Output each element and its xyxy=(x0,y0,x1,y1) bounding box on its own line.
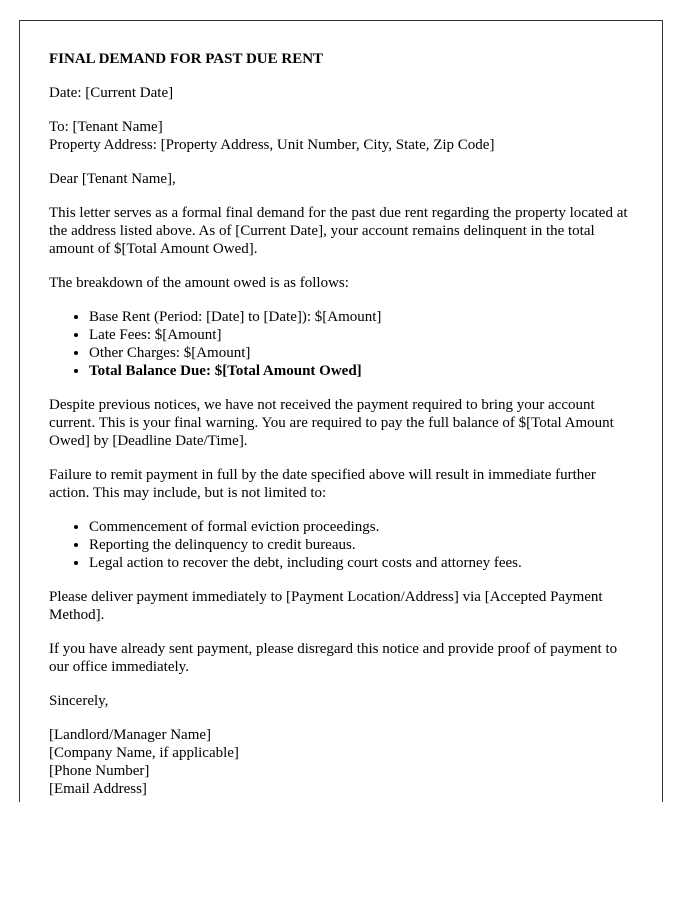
list-item: • Commencement of formal eviction proceedings. xyxy=(89,518,633,536)
list-item: • Reporting the delinquency to credit bureaus. xyxy=(89,536,633,554)
signature-email: [Email Address] xyxy=(49,781,147,797)
breakdown-intro: The breakdown of the amount owed is as follows: xyxy=(49,275,349,291)
closing: Sincerely, xyxy=(49,693,109,709)
signature-block xyxy=(49,726,633,798)
salutation: Dear [Tenant Name], xyxy=(49,171,176,187)
list-item: • Legal action to recover the debt, including court costs and attorney fees. xyxy=(89,554,633,572)
letter-document xyxy=(19,20,663,802)
consequences-list xyxy=(49,518,633,572)
list-item: • Late Fees: $[Amount] xyxy=(89,326,633,344)
total-balance-item: • Total Balance Due: $[Total Amount Owed] xyxy=(89,362,633,380)
signature-company: [Company Name, if applicable] xyxy=(49,745,239,761)
to-line: To: [Tenant Name] xyxy=(49,119,163,135)
list-item: • Base Rent (Period: [Date] to [Date]): $[Amount] xyxy=(89,308,633,326)
recipient-block xyxy=(49,118,633,154)
consequences-intro: Failure to remit payment in full by the date specified above will result in immediate further action. This may include, but is not limited to: xyxy=(49,467,596,501)
property-address-line: Property Address: [Property Address, Unit Number, City, State, Zip Code] xyxy=(49,137,495,153)
payment-paragraph: Please deliver payment immediately to [Payment Location/Address] via [Accepted Payment Method]. xyxy=(49,589,603,623)
signature-phone: [Phone Number] xyxy=(49,763,150,779)
signature-name: [Landlord/Manager Name] xyxy=(49,727,212,743)
breakdown-list xyxy=(49,308,633,380)
warning-paragraph: Despite previous notices, we have not received the payment required to bring your account current. This is your final warning. You are required to pay the full balance of $[Total Amount Owed] by [Deadline Date/Time]. xyxy=(49,397,614,449)
date-line: Date: [Current Date] xyxy=(49,85,174,101)
letter-title: FINAL DEMAND FOR PAST DUE RENT xyxy=(49,51,324,67)
intro-paragraph: This letter serves as a formal final demand for the past due rent regarding the property located at the address listed above. As of [Current Date], your account remains delinquent in the total amount of $[Total Amount Owed]. xyxy=(49,205,628,257)
list-item: • Other Charges: $[Amount] xyxy=(89,344,633,362)
disregard-paragraph: If you have already sent payment, please disregard this notice and provide proof of payment to our office immediately. xyxy=(49,641,618,675)
